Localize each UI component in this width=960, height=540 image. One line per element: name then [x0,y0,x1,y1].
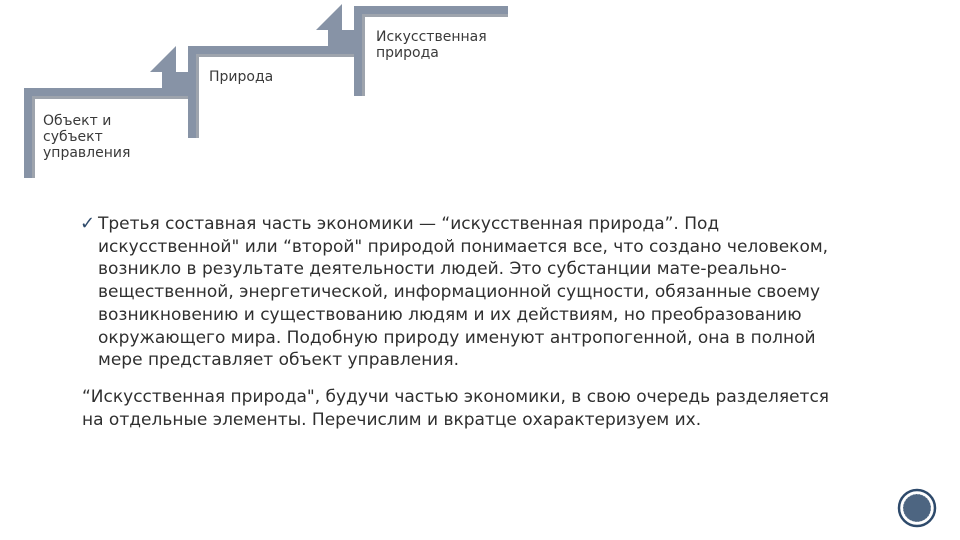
checkmark-icon: ✓ [80,213,96,234]
step-label-nature: Природа [209,69,274,85]
navigation-circle-icon[interactable] [897,488,937,528]
step-label-object-subject: Объект и субъект управления [43,113,131,161]
bullet-item [76,213,846,372]
paragraph-text: “Искусственная природа", будучи частью экономики, в свою очередь разделяется на отдельные элементы. Перечислим и вкратце охарактеризуем их. [82,386,830,430]
main-text [76,213,846,431]
step-label-artificial-nature: Искусственная природа [376,29,487,61]
bullet-text: Третья составная часть экономики — “искусственная природа”. Под искусственной" или “второй" природой понимается все, что создано человеком, возникло в результате деятельности людей. Это субстанции мате-реально-вещественной, энергетической, информационной сущности, обязанные своему возникновению и существованию людям и их действиям, но преобразованию окружающего мира. Подобную природу именуют антропогенной, она в полной мере представляет объект управления. [98,214,829,371]
